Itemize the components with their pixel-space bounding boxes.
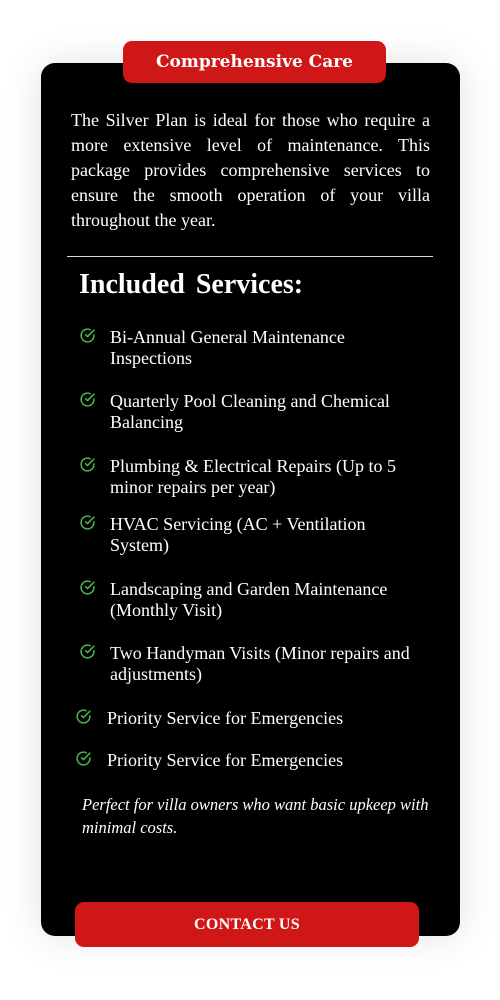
plan-badge: Comprehensive Care <box>123 41 386 83</box>
check-circle-icon <box>79 456 96 473</box>
service-label: Bi-Annual General Maintenance Inspections <box>110 327 345 368</box>
service-label: Landscaping and Garden Maintenance (Monthly Visit) <box>110 579 388 620</box>
service-label: HVAC Servicing (AC + Ventilation System) <box>110 514 366 555</box>
contact-us-button[interactable]: CONTACT US <box>75 902 419 947</box>
check-circle-icon <box>79 327 96 344</box>
service-label: Two Handyman Visits (Minor repairs and adjustments) <box>110 643 410 684</box>
service-label: Priority Service for Emergencies <box>107 750 344 770</box>
services-heading: Included Services: <box>79 269 304 300</box>
check-circle-icon <box>79 514 96 531</box>
plan-description: The Silver Plan is ideal for those who require a more extensive level of maintenance. This package provides comprehensive services to ensure the smooth operation of your villa throughout the year. <box>71 110 430 230</box>
check-circle-icon <box>75 750 92 767</box>
plan-footnote: Perfect for villa owners who want basic upkeep with minimal costs. <box>82 795 429 837</box>
check-circle-icon <box>75 708 92 725</box>
service-label: Plumbing & Electrical Repairs (Up to 5 minor repairs per year) <box>110 456 396 497</box>
check-circle-icon <box>79 391 96 408</box>
check-circle-icon <box>79 643 96 660</box>
divider <box>67 256 433 257</box>
check-circle-icon <box>79 579 96 596</box>
service-label: Priority Service for Emergencies <box>107 708 344 728</box>
service-label: Quarterly Pool Cleaning and Chemical Balancing <box>110 391 390 432</box>
